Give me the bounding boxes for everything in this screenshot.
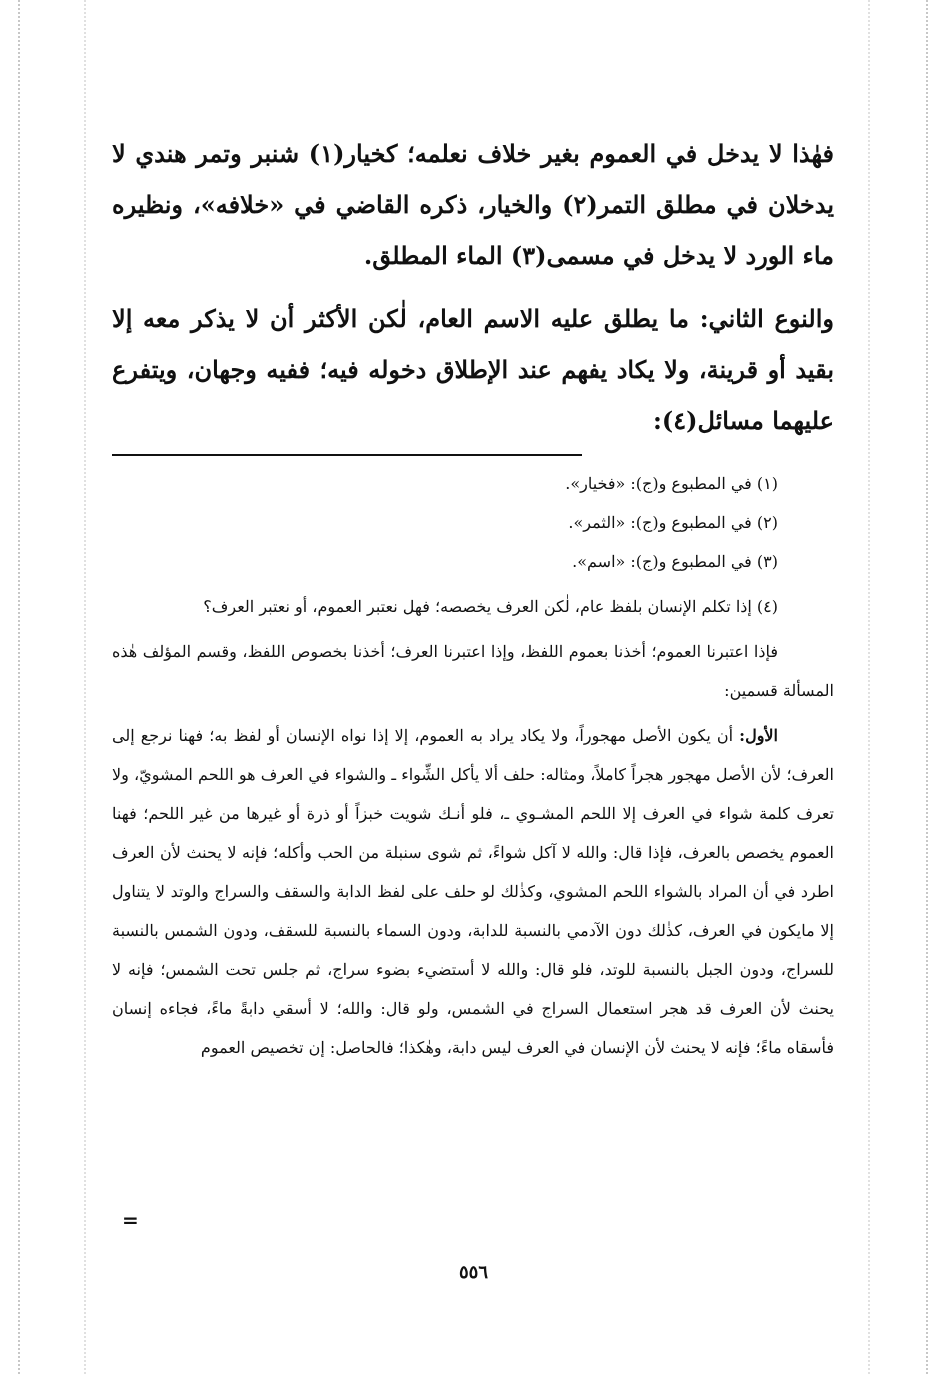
footnote-4-lead-word: الأول:: [739, 726, 778, 745]
footnote-4-paragraph-2-text: أن يكون الأصل مهجوراً، ولا يكاد يراد به العموم، إلا إذا نواه الإنسان أو لفظ به؛ فهنا نرجع إلى العرف؛ لأن الأصل مهجور هجراً كاملاً، ومثاله: حلف ألا يأكل الشِّواء ـ والشواء في العرف هو اللحم المشويّ، ولا تعرف كلمة شواء في العرف إلا اللحم المشـوي ـ، فلو أنـك شويت خبزاً أو ذرة أو غيرها من غير اللحم؛ فهنا العموم يخصص بالعرف، فإذا قال: والله لا آكل شواءً، ثم شوى سنبلة من الحب وأكله؛ فإنه لا يحنث لأن العرف اطرد في أن المراد بالشواء اللحم المشوي، وكذٰلك لو حلف على لفظ الدابة والسقف والسراج والوتد لا يتناول إلا مايكون في العرف، كذٰلك دون الآدمي بالنسبة للدابة، ودون السماء بالنسبة للسقف، ودون الشمس بالنسبة للسراج، ودون الجبل بالنسبة للوتد، فلو قال: والله لا أستضيء بضوء سراج، ثم جلس تحت الشمس؛ فإنه لا يحنث لأن العرف قد هجر استعمال السراج في الشمس، ولو قال: والله؛ لا أسقي دابةً ماءً، فجاءه إنسان فأسقاه ماءً؛ فإنه لا يحنث لأن الإنسان في العرف ليس دابة، وهٰكذا؛ فالحاصل: إن تخصيص العموم: [112, 726, 835, 1057]
main-paragraph-2: والنوع الثاني: ما يطلق عليه الاسم العام، لٰكن الأكثر أن لا يذكر معه إلا بقيد أو قرينة، ولا يكاد يفهم عند الإطلاق دخوله فيه؛ ففيه وجهان، ويتفرع عليهما مسائل(٤):: [112, 304, 834, 435]
page-number: ٥٥٦: [458, 1262, 488, 1283]
footnote-4-paragraph-1: فإذا اعتبرنا العموم؛ أخذنا بعموم اللفظ، وإذا اعتبرنا العرف؛ أخذنا بخصوص اللفظ، وقسم المؤلف هٰذه المسألة قسمين:: [112, 642, 834, 700]
scan-edge-right: [926, 0, 928, 1374]
footnote-4-paragraph-2: [112, 716, 834, 1067]
footnotes: [112, 464, 834, 1067]
scan-edge-left: [18, 0, 20, 1374]
footnote-4: (٤) إذا تكلم الإنسان بلفظ عام، لٰكن العرف يخصصه؛ فهل نعتبر العموم، أو نعتبر العرف؟: [203, 597, 778, 616]
page-body: [112, 128, 834, 1067]
footnote-separator: [112, 454, 582, 456]
main-paragraph-1: فهٰذا لا يدخل في العموم بغير خلاف نعلمه؛ كخيار(١) شنبر وتمر هندي لا يدخلان في مطلق التمر(٢) والخيار، ذكره القاضي في «خلافه»، ونظيره ماء الورد لا يدخل في مسمى(٣) الماء المطلق.: [112, 139, 835, 270]
scan-edge-right-inner: [868, 0, 870, 1374]
main-text: [112, 128, 834, 446]
footnote-3: (٣) في المطبوع و(ج): «اسم».: [572, 552, 778, 571]
footnote-1: (١) في المطبوع و(ج): «فخيار».: [565, 474, 778, 493]
scan-edge-left-inner: [84, 0, 86, 1374]
footnote-2: (٢) في المطبوع و(ج): «الثمر».: [568, 513, 778, 532]
continuation-mark: =: [122, 1208, 139, 1232]
